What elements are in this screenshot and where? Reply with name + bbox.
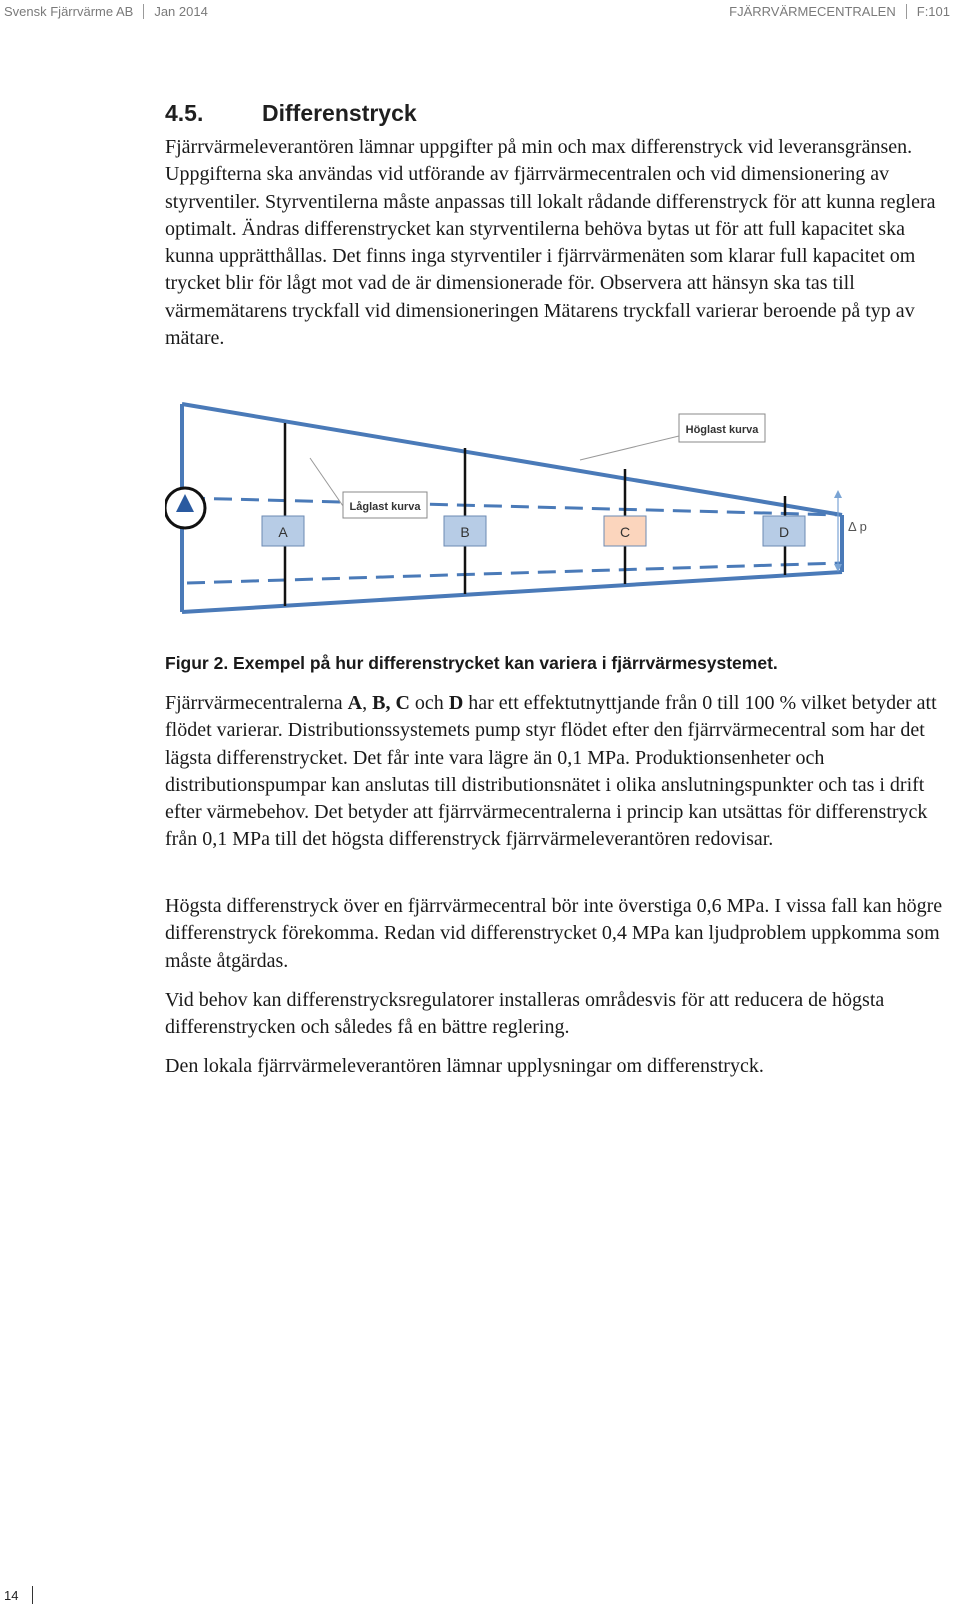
return-pipe-line — [182, 572, 842, 612]
paragraph-stations — [165, 690, 955, 854]
header-divider — [143, 4, 144, 19]
page-header — [0, 0, 960, 24]
text-run: och — [409, 692, 449, 714]
figure-caption: Figur 2. Exempel på hur differenstrycket kan variera i fjärrvärmesystemet. — [165, 653, 778, 673]
header-left — [4, 4, 208, 19]
footer-divider — [32, 1586, 33, 1604]
header-date: Jan 2014 — [154, 4, 208, 19]
page-footer — [4, 1586, 33, 1604]
header-doc-title: FJÄRRVÄRMECENTRALEN — [729, 4, 896, 19]
station-ref: B, C — [372, 692, 410, 714]
low-load-label: Låglast kurva — [349, 501, 421, 513]
paragraph-contact: Den lokala fjärrvärmeleverantören lämnar upplysningar om differenstryck. — [165, 1055, 764, 1077]
station-ref: D — [448, 692, 464, 714]
paragraph-requirements: Fjärrvärmeleverantören lämnar uppgifter på min och max differenstryck vid leveransgränsen. Uppgifterna ska användas vid utförande av fjärrvärmecentralen och vid dimensionering av styrventiler. Styrventilerna måste anpassas till lokalt rådande differenstryck för att kunna reglera optimalt. Ändras differenstrycket kan styrventilerna behöva bytas ut för att full kapacitet ska kunna upprätthållas. Det finns inga styrventiler i fjärrvärmenäten som klarar full kapacitet om trycket blir för lågt mot vad de är dimensionerade för. Observera att hänsyn ska tas till värmemätarens tryckfall vid dimensioneringen Mätarens tryckfall varierar beroende på typ av mätare. — [165, 136, 936, 350]
header-company: Svensk Fjärrvärme AB — [4, 4, 134, 19]
text-run: har ett effektutnyttjande från 0 till 100 % vilket betyder att flödet varierar. Distributionssystemets pump styr flödet efter den fjärrvärmecentral som har det lägsta differenstrycket. Det får inte vara lägre än 0,1 MPa. Produktionsenheter och distributionspumpar kan anslutas till distributionsnätet i olika anslutningspunkter och tas i drift efter värmebehov. Det betyder att fjärrvärmecentralerna i princip kan utsättas för differenstryck från 0,1 MPa till det högsta differenstryck fjärrvärmeleverantören redovisar. — [165, 692, 937, 851]
text-run: Fjärrvärmecentralerna — [165, 692, 348, 714]
text-run: , — [362, 692, 373, 714]
station-ref: A — [347, 692, 363, 714]
paragraph-regulators: Vid behov kan differenstrycksregulatorer installeras områdesvis för att reducera de högsta differenstrycken och således få en bättre reglering. — [165, 989, 885, 1039]
section-number: 4.5. — [165, 100, 204, 126]
station-c-label: C — [619, 524, 631, 540]
station-a-label: A — [278, 524, 288, 540]
station-d-label: D — [778, 524, 790, 540]
delta-p-arrow-head — [834, 490, 842, 498]
section-title: Differenstryck — [262, 100, 417, 126]
paragraph-max-pressure: Högsta differenstryck över en fjärrvärmecentral bör inte överstiga 0,6 MPa. I vissa fall kan högre differenstryck förekomma. Redan vid differenstrycket 0,4 MPa kan ljudproblem uppkomma som måste åtgärdas. — [165, 895, 943, 972]
section-heading — [165, 100, 417, 127]
high-load-label: Höglast kurva — [685, 424, 759, 436]
pressure-figure — [165, 398, 885, 623]
station-b-label: B — [460, 524, 470, 540]
header-doc-code: F:101 — [916, 4, 950, 19]
header-right — [729, 4, 950, 19]
page-number: 14 — [4, 1588, 19, 1603]
header-divider — [906, 4, 907, 19]
high-load-pointer — [580, 436, 679, 460]
delta-p-label: Δ p — [848, 519, 867, 534]
low-load-pointer — [310, 458, 343, 506]
